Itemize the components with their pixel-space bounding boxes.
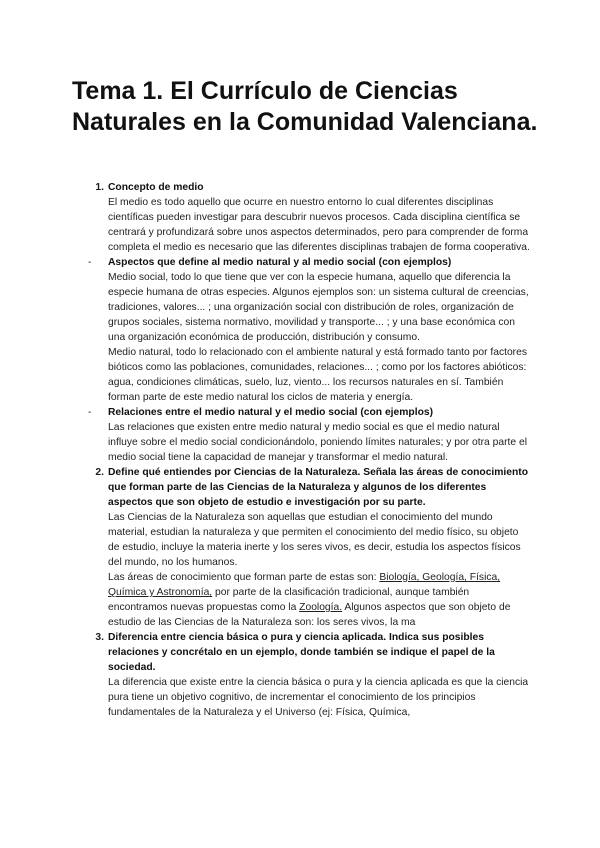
section-paragraph: Las Ciencias de la Naturaleza son aquellas que estudian el conocimiento del mundo material, estudian la naturaleza y que permiten el conocimiento del medio físico, su objeto de estudio, incluye la materia inerte y los seres vivos, es decir, estudia los aspectos físicos del mundo, no los humanos. [108, 512, 521, 568]
underlined-areas-list: Biología, Geología, Física, Química y Astronomía, [108, 572, 501, 598]
section-heading: Aspectos que define al medio natural y al medio social (con ejemplos) [108, 257, 452, 268]
section-heading: Define qué entiendes por Ciencias de la Naturaleza. Señala las áreas de conocimiento que forman parte de las Ciencias de la Naturaleza y algunos de los diferentes aspectos que son objeto de estudio e investigación por su parte. [108, 467, 529, 508]
section-heading: Diferencia entre ciencia básica o pura y ciencia aplicada. Indica sus posibles relaciones y concrétalo en un ejemplo, donde también se indique el papel de la sociedad. [108, 632, 495, 673]
section-paragraph: Medio social, todo lo que tiene que ver con la especie humana, aquello que diferencia la especie humana de otras especies. Algunos ejemplos son: un sistema cultural de creencias, tradiciones, valores... ; una organización social con distribución de roles, organización de grupos sociales, sistema normativo, movilidad y transporte... ; y una base económica con una organización económica de producción, distribución y consumo. [108, 272, 529, 343]
section-paragraph: El medio es todo aquello que ocurre en nuestro entorno lo cual diferentes disciplinas científicas pueden investigar para descubrir nuevos procesos. Cada disciplina científica se centrará y profundizará sobre unos aspectos determinados, pero para comprender de forma completa el medio es necesario que las diferentes disciplinas trabajen de forma cooperativa. [108, 197, 530, 253]
list-marker: - [88, 257, 92, 268]
section-aspectos-medio [82, 255, 530, 405]
list-marker: 1. [95, 182, 104, 193]
section-concepto-medio [82, 180, 530, 255]
section-paragraph: Las relaciones que existen entre medio natural y medio social es que el medio natural influye sobre el medio social condicionándolo, poniendo límites naturales; y por otra parte el medio social tiene la capacidad de manejar y transformar el medio natural. [108, 422, 527, 463]
section-ciencias-naturaleza [82, 465, 530, 630]
section-ciencia-basica-aplicada [82, 630, 530, 720]
paragraph-text: por parte de la clasificación tradicional, aunque también encontramos nuevas propuestas como la [108, 587, 470, 613]
section-heading: Relaciones entre el medio natural y el medio social (con ejemplos) [108, 407, 434, 418]
paragraph-text: Algunos aspectos que son objeto de estudio de las Ciencias de la Naturaleza son: los seres vivos, la ma [108, 602, 511, 628]
section-relaciones-medio [82, 405, 530, 465]
document-title: Tema 1. El Currículo de Ciencias Naturales en la Comunidad Valenciana. [72, 77, 538, 136]
document-body [82, 180, 530, 720]
section-heading: Concepto de medio [108, 182, 204, 193]
list-marker: 2. [95, 467, 104, 478]
list-marker: - [88, 407, 92, 418]
section-paragraph: La diferencia que existe entre la ciencia básica o pura y la ciencia aplicada es que la ciencia pura tiene un objetivo cognitivo, de incrementar el conocimiento de los principios fundamentales de la Naturaleza y el Universo (ej: Física, Química, [108, 677, 529, 718]
section-paragraph: Medio natural, todo lo relacionado con el ambiente natural y está formado tanto por factores bióticos como las poblaciones, comunidades, relaciones... ; como por los factores abióticos: agua, condiciones climáticas, suelo, luz, viento... los recursos naturales en sí. También forman parte de este medio natural los ciclos de materia y energía. [108, 347, 527, 403]
section-paragraph [108, 570, 530, 630]
list-marker: 3. [95, 632, 104, 643]
underlined-zoologia: Zoología. [299, 602, 343, 613]
paragraph-text: Las áreas de conocimiento que forman parte de estas son: [108, 572, 380, 583]
